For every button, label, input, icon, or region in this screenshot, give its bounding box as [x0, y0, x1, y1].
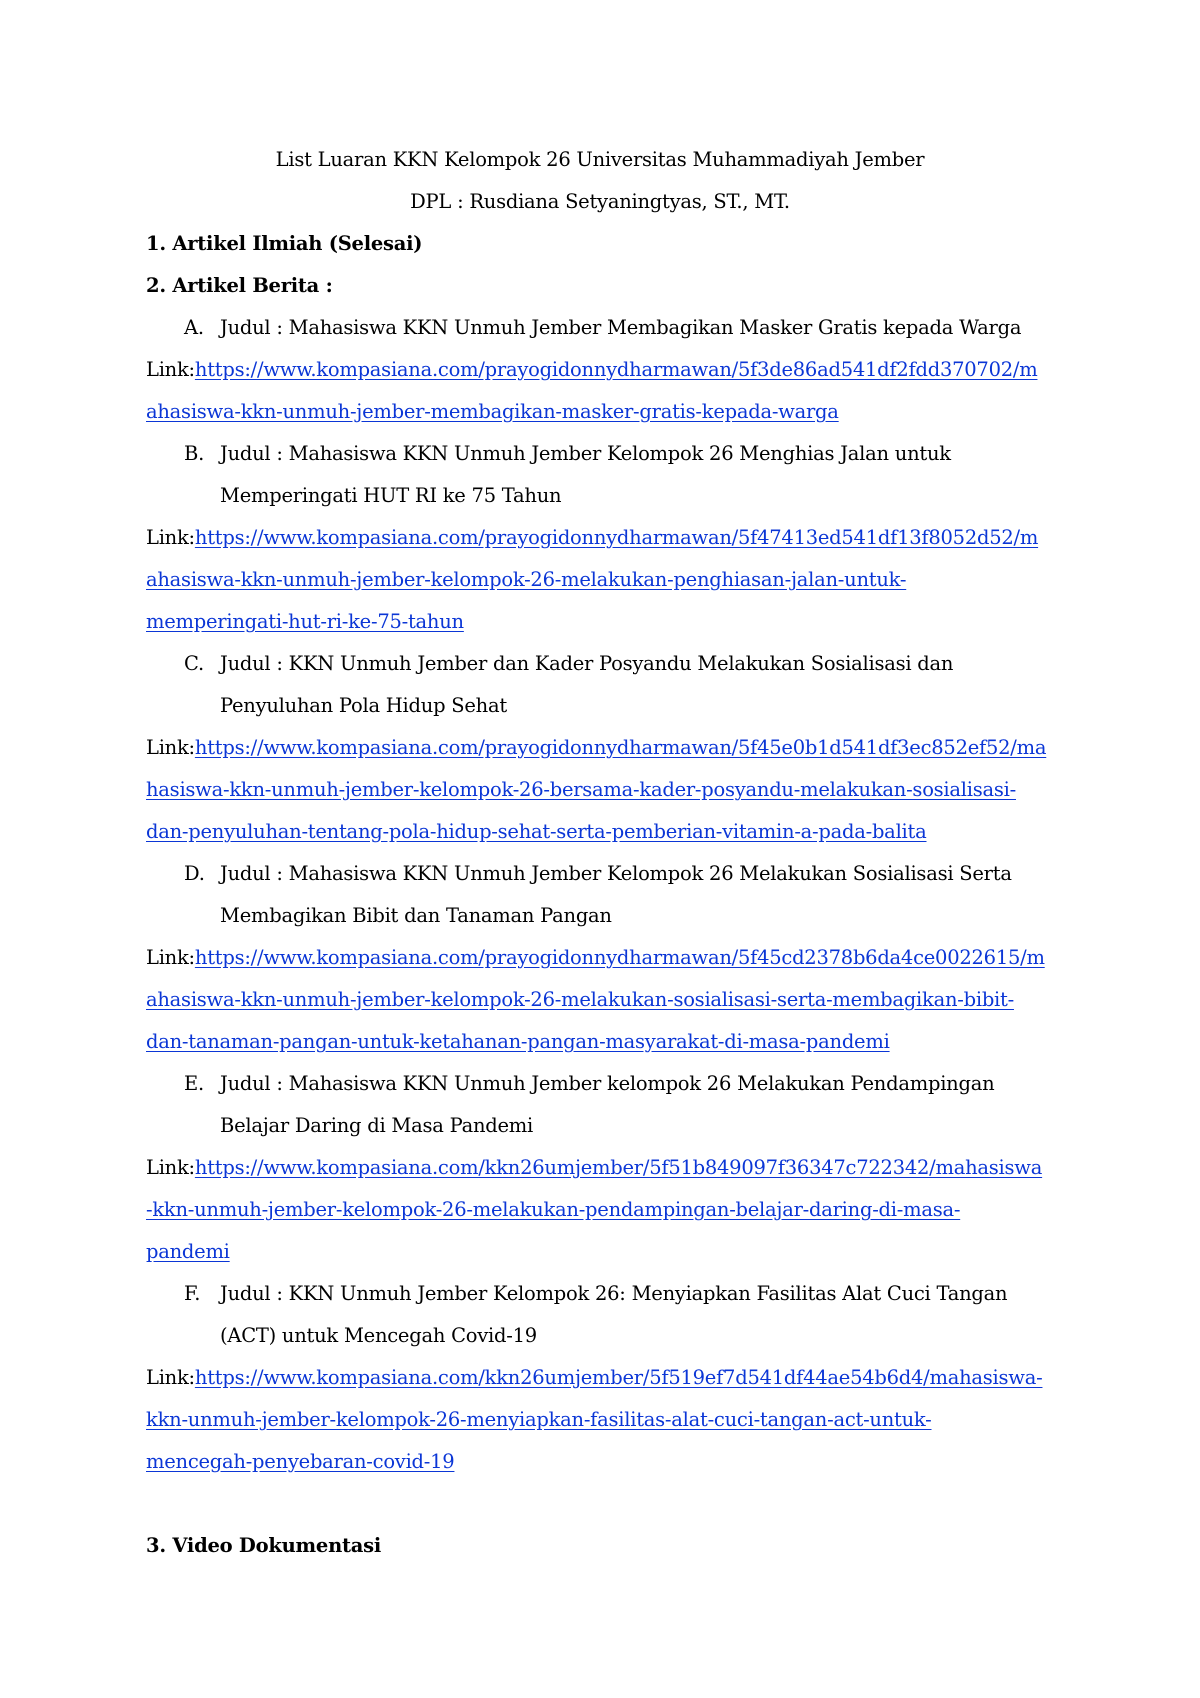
article-title-text: Judul : Mahasiswa KKN Unmuh Jember Kelompok 26 Melakukan Sosialisasi Serta — [220, 862, 1012, 885]
article-e-title-line-2: Belajar Daring di Masa Pandemi — [220, 1114, 534, 1137]
article-f-title-line-2: (ACT) untuk Mencegah Covid-19 — [220, 1324, 537, 1347]
list-marker: C. — [184, 652, 204, 675]
article-b-title-line-2: Memperingati HUT RI ke 75 Tahun — [220, 484, 562, 507]
link-label: Link: — [146, 946, 195, 969]
article-f-title-line-1 — [184, 1282, 1007, 1306]
article-e-link-continuation[interactable]: -kkn-unmuh-jember-kelompok-26-melakukan-pendampingan-belajar-daring-di-masa- — [146, 1198, 961, 1221]
section-video-dokumentasi: 3. Video Dokumentasi — [146, 1534, 382, 1557]
article-e-link-line-2 — [146, 1198, 960, 1222]
article-c-link-line-3 — [146, 820, 927, 844]
article-e-link-line-3 — [146, 1240, 230, 1264]
link-label: Link: — [146, 358, 195, 381]
article-f-link-line-1 — [146, 1366, 1042, 1390]
article-a-link-line-2 — [146, 400, 839, 424]
article-b-link-line-2 — [146, 568, 906, 592]
document-title: List Luaran KKN Kelompok 26 Universitas Muhammadiyah Jember — [275, 148, 925, 171]
article-c-link-continuation[interactable]: dan-penyuluhan-tentang-pola-hidup-sehat-serta-pemberian-vitamin-a-pada-balita — [146, 820, 927, 843]
link-label: Link: — [146, 736, 195, 759]
list-marker: B. — [184, 442, 205, 465]
list-marker: D. — [184, 862, 205, 885]
article-b-title-line-1 — [184, 442, 951, 466]
article-e-link-continuation[interactable]: pandemi — [146, 1240, 230, 1263]
list-marker: A. — [184, 316, 204, 339]
article-e-link-line-1 — [146, 1156, 1042, 1180]
list-marker: F. — [184, 1282, 201, 1305]
article-f-link-line-3 — [146, 1450, 454, 1474]
section-artikel-berita: 2. Artikel Berita : — [146, 274, 333, 297]
article-d-link-continuation[interactable]: dan-tanaman-pangan-untuk-ketahanan-pangan-masyarakat-di-masa-pandemi — [146, 1030, 890, 1053]
article-a-link-line-1 — [146, 358, 1037, 382]
article-a-link[interactable]: https://www.kompasiana.com/prayogidonnydharmawan/5f3de86ad541df2fdd370702/m — [194, 358, 1038, 381]
article-b-link-line-1 — [146, 526, 1038, 550]
article-title-text: Judul : KKN Unmuh Jember dan Kader Posyandu Melakukan Sosialisasi dan — [220, 652, 954, 675]
article-e-title-line-1 — [184, 1072, 994, 1096]
article-c-title-line-1 — [184, 652, 953, 676]
article-title-text: Judul : Mahasiswa KKN Unmuh Jember Kelompok 26 Menghias Jalan untuk — [220, 442, 951, 465]
article-f-link-continuation[interactable]: mencegah-penyebaran-covid-19 — [146, 1450, 455, 1473]
article-b-link-continuation[interactable]: memperingati-hut-ri-ke-75-tahun — [146, 610, 464, 633]
article-d-title-line-2: Membagikan Bibit dan Tanaman Pangan — [220, 904, 612, 927]
article-d-link-continuation[interactable]: ahasiswa-kkn-unmuh-jember-kelompok-26-melakukan-sosialisasi-serta-membagikan-bibit- — [146, 988, 1014, 1011]
link-label: Link: — [146, 526, 195, 549]
article-c-link-continuation[interactable]: hasiswa-kkn-unmuh-jember-kelompok-26-bersama-kader-posyandu-melakukan-sosialisasi- — [146, 778, 1016, 801]
link-label: Link: — [146, 1366, 195, 1389]
list-marker: E. — [184, 1072, 204, 1095]
article-d-title-line-1 — [184, 862, 1012, 886]
article-b-link[interactable]: https://www.kompasiana.com/prayogidonnydharmawan/5f47413ed541df13f8052d52/m — [194, 526, 1039, 549]
article-d-link-line-1 — [146, 946, 1045, 970]
article-a-link-continuation[interactable]: ahasiswa-kkn-unmuh-jember-membagikan-masker-gratis-kepada-warga — [146, 400, 839, 423]
article-d-link-line-2 — [146, 988, 1014, 1012]
article-f-link-line-2 — [146, 1408, 932, 1432]
article-c-link[interactable]: https://www.kompasiana.com/prayogidonnydharmawan/5f45e0b1d541df3ec852ef52/ma — [194, 736, 1047, 759]
link-label: Link: — [146, 1156, 195, 1179]
article-d-link-line-3 — [146, 1030, 890, 1054]
article-c-title-line-2: Penyuluhan Pola Hidup Sehat — [220, 694, 507, 717]
article-title-text: Judul : KKN Unmuh Jember Kelompok 26: Menyiapkan Fasilitas Alat Cuci Tangan — [220, 1282, 1008, 1305]
article-title-text: Judul : Mahasiswa KKN Unmuh Jember kelompok 26 Melakukan Pendampingan — [220, 1072, 995, 1095]
article-title-text: Judul : Mahasiswa KKN Unmuh Jember Membagikan Masker Gratis kepada Warga — [220, 316, 1022, 339]
section-artikel-ilmiah: 1. Artikel Ilmiah (Selesai) — [146, 232, 423, 255]
dpl-line: DPL : Rusdiana Setyaningtyas, ST., MT. — [410, 190, 790, 213]
article-f-link-continuation[interactable]: kkn-unmuh-jember-kelompok-26-menyiapkan-fasilitas-alat-cuci-tangan-act-untuk- — [146, 1408, 932, 1431]
article-b-link-continuation[interactable]: ahasiswa-kkn-unmuh-jember-kelompok-26-melakukan-penghiasan-jalan-untuk- — [146, 568, 907, 591]
article-b-link-line-3 — [146, 610, 464, 634]
article-c-link-line-1 — [146, 736, 1046, 760]
article-f-link[interactable]: https://www.kompasiana.com/kkn26umjember/5f519ef7d541df44ae54b6d4/mahasiswa- — [194, 1366, 1043, 1389]
article-a-title-line-1 — [184, 316, 1021, 340]
article-c-link-line-2 — [146, 778, 1016, 802]
article-d-link[interactable]: https://www.kompasiana.com/prayogidonnydharmawan/5f45cd2378b6da4ce0022615/m — [194, 946, 1045, 969]
article-e-link[interactable]: https://www.kompasiana.com/kkn26umjember/5f51b849097f36347c722342/mahasiswa — [194, 1156, 1043, 1179]
